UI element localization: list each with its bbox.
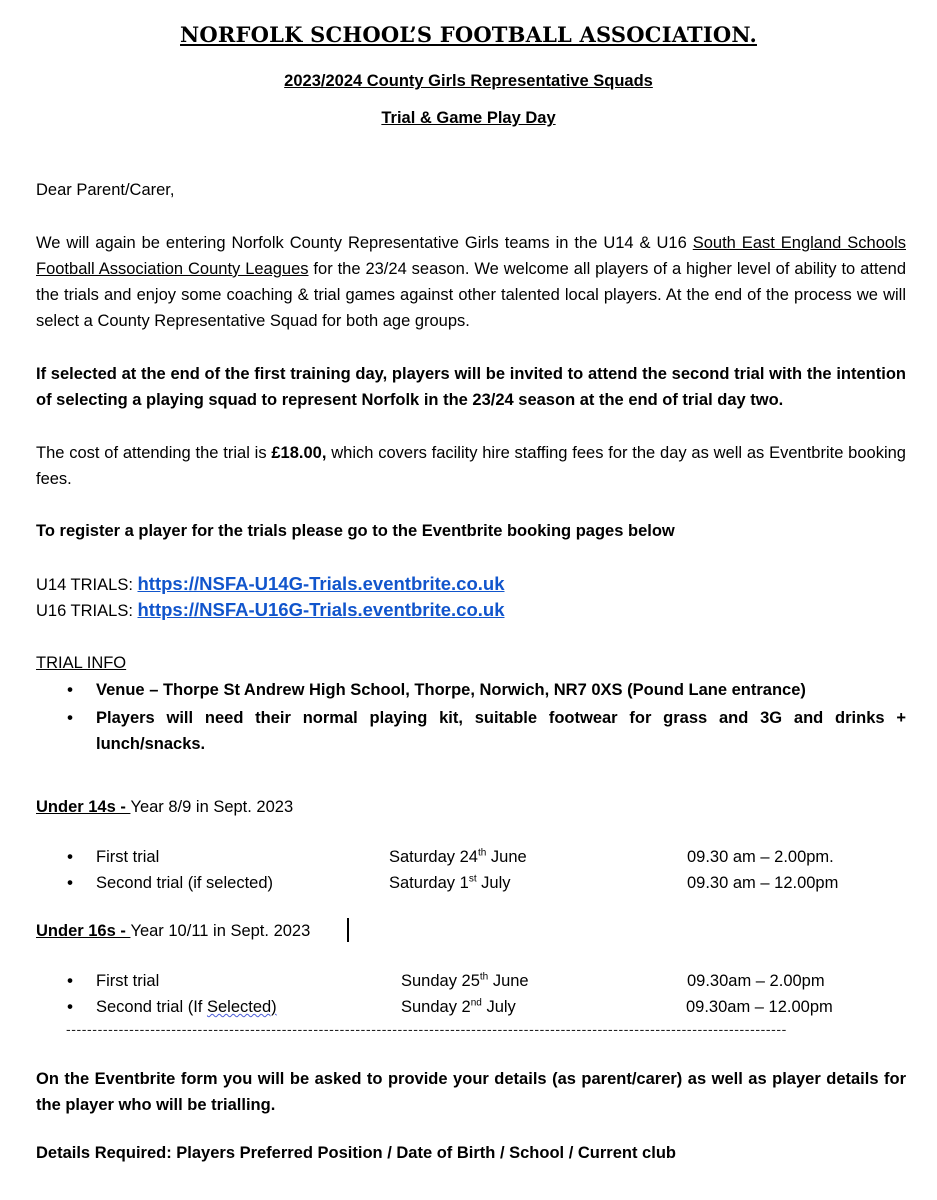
register-note: To register a player for the trials please go to the Eventbrite booking pages below [36,522,675,540]
document-subtitle-2: Trial & Game Play Day [381,109,556,127]
u16-trial-2-date: Sunday 2nd July [401,997,516,1016]
cost-paragraph: The cost of attending the trial is £18.00, which covers facility hire staffing fees for the day as well as Eventbrite booking fees. [36,444,906,488]
spellcheck-flag[interactable]: Selected) [206,998,277,1016]
u16-trial-1-time: 09.30am – 2.00pm [687,972,825,990]
bullet-icon: • [67,972,73,990]
bullet-icon: • [67,681,73,699]
details-required: Details Required: Players Preferred Position / Date of Birth / School / Current club [36,1144,676,1162]
u16-trial-2-name: Second trial (If Selected) [96,998,277,1016]
salutation: Dear Parent/Carer, [36,181,175,199]
u14-trial-2-date: Saturday 1st July [389,873,511,892]
u14-trials-line: U14 TRIALS: https://NSFA-U14G-Trials.eventbrite.co.uk [36,573,505,594]
u14-trial-1-time: 09.30 am – 2.00pm. [687,848,834,866]
document-subtitle: 2023/2024 County Girls Representative Squads [284,72,653,90]
u16-trials-line: U16 TRIALS: https://NSFA-U16G-Trials.eventbrite.co.uk [36,599,505,620]
u14-trial-2-name: Second trial (if selected) [96,874,273,892]
u16-trial-2-time: 09.30am – 12.00pm [686,998,833,1016]
venue-bullet: Venue – Thorpe St Andrew High School, Thorpe, Norwich, NR7 0XS (Pound Lane entrance) [96,681,806,699]
u16-trials-link[interactable]: https://NSFA-U16G-Trials.eventbrite.co.uk [137,599,505,620]
bullet-icon: • [67,998,73,1016]
bullet-icon: • [67,709,73,727]
bullet-icon: • [67,874,73,892]
intro-paragraph: We will again be entering Norfolk County Representative Girls teams in the U14 & U16 South East England Schools Football Association County Leagues for the 23/24 season. We welcome all players of a higher level of ability to attend the trials and enjoy some coaching & trial games against other talented local players. At the end of the process we will select a County Representative Squad for both age groups. [36,234,907,330]
u14-heading: Under 14s - Year 8/9 in Sept. 2023 [36,798,294,816]
league-link[interactable]: South East England Schools Football Association County Leagues [36,234,906,278]
u14-trial-2-time: 09.30 am – 12.00pm [687,874,839,892]
document-title: NORFOLK SCHOOL’S FOOTBALL ASSOCIATION. [180,22,757,47]
trial-info-heading: TRIAL INFO [36,654,127,672]
u16-trial-1-date: Sunday 25th June [401,971,529,990]
bullet-icon: • [67,848,73,866]
u14-trials-link[interactable]: https://NSFA-U14G-Trials.eventbrite.co.uk [137,573,505,594]
text-cursor [347,918,349,942]
u14-trial-1-name: First trial [96,848,160,866]
u14-trial-1-date: Saturday 24th June [389,847,527,866]
selection-note: If selected at the end of the first training day, players will be invited to attend the second trial with the intention of selecting a playing squad to represent Norfolk in the 23/24 season at the end of trial day two. [36,365,906,409]
kit-bullet: Players will need their normal playing kit, suitable footwear for grass and 3G and drinks + lunch/snacks. [96,709,906,753]
u16-trial-1-name: First trial [96,972,160,990]
dashed-divider: ----------------------------------------------------------------------------------------------------------------------------------------- [66,1021,787,1037]
u16-heading: Under 16s - Year 10/11 in Sept. 2023 [36,922,311,940]
form-note: On the Eventbrite form you will be asked to provide your details (as parent/carer) as well as player details for the player who will be trialling. [36,1070,906,1114]
cost-amount: £18.00, [271,444,327,462]
